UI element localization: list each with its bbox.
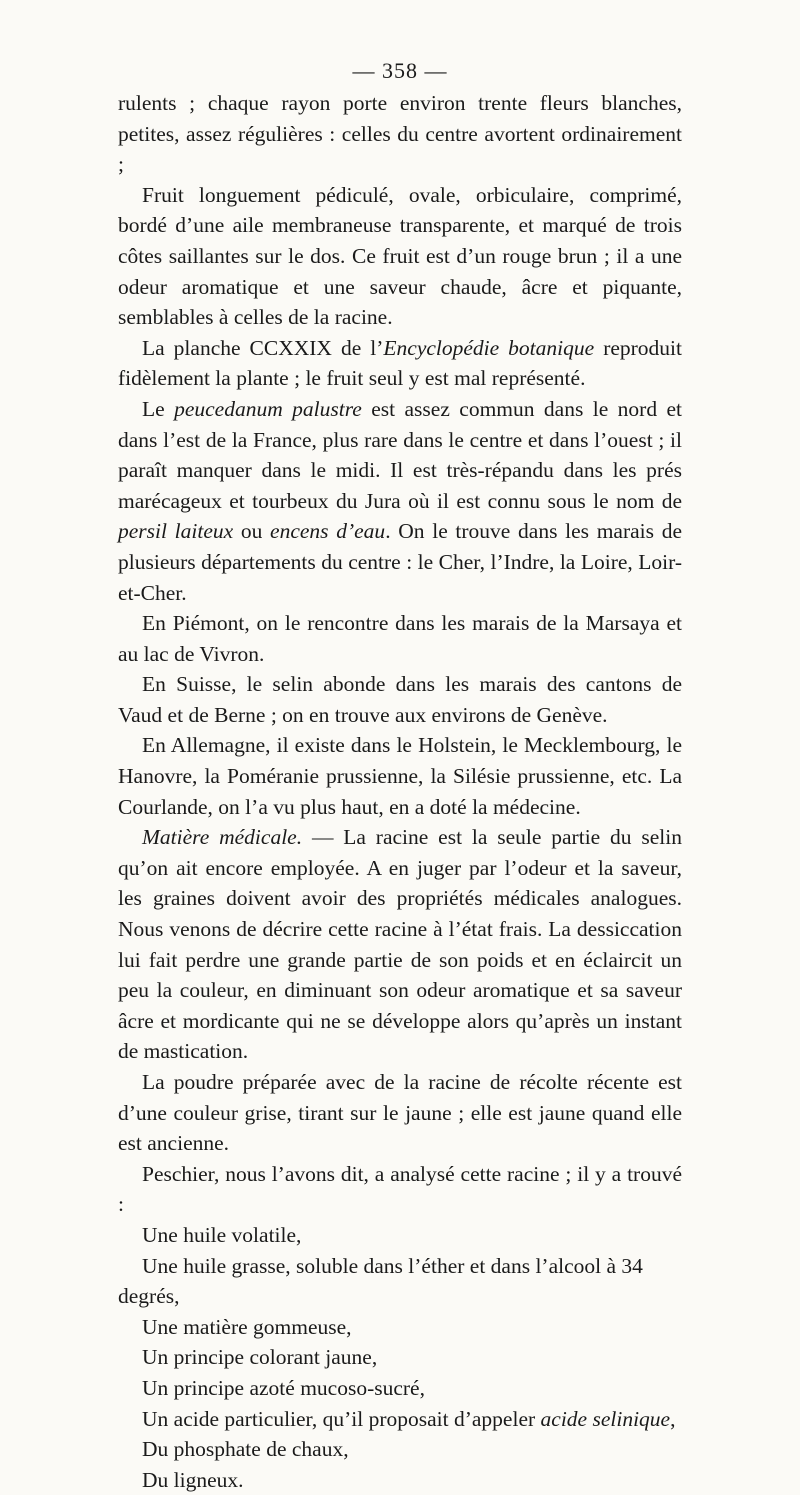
paragraph-peschier: Peschier, nous l’avons dit, a analysé cette racine ; il y a trouvé :: [118, 1161, 682, 1217]
body-text: [118, 88, 682, 1495]
analysis-list: [118, 1220, 682, 1495]
page-number: — 358 —: [352, 58, 448, 83]
paragraph-fruit: Fruit longuement pédiculé, ovale, orbiculaire, comprimé, bordé d’une aile membraneuse transparente, et marqué de trois côtes saillantes sur le dos. Ce fruit est d’un rouge brun ; il a une odeur aromatique et une saveur chaude, âcre et piquante, semblables à celles de la racine.: [118, 182, 682, 330]
list-item: Une matière gommeuse,: [142, 1314, 352, 1339]
section-heading: Matière médicale.: [142, 825, 303, 850]
paragraph-piemont: En Piémont, on le rencontre dans les marais de la Marsaya et au lac de Vivron.: [118, 611, 682, 666]
list-item: Du ligneux.: [142, 1467, 244, 1492]
list-item: Un acide particulier, qu’il proposait d’appeler acide selinique,: [142, 1406, 676, 1431]
paragraph-suisse: En Suisse, le selin abonde dans les marais des cantons de Vaud et de Berne ; on en trouve aux environs de Genève.: [118, 672, 682, 727]
paragraph-continuation: rulents ; chaque rayon porte environ trente fleurs blanches, petites, assez régulières : celles du centre avortent ordinairement ;: [118, 91, 682, 177]
list-item: Un principe azoté mucoso-sucré,: [142, 1375, 425, 1400]
paragraph-matiere-medicale: Matière médicale. — La racine est la seule partie du selin qu’on ait encore employée. A en juger par l’odeur et la saveur, les graines doivent avoir des propriétés médicales analogues. Nous venons de décrire cette racine à l’état frais. La dessiccation lui fait perdre une grande partie de son poids et en éclaircit un peu la couleur, en diminuant son odeur aromatique et sa saveur âcre et mordicante qui ne se développe alors qu’après un instant de mastication.: [118, 825, 682, 1064]
list-item: Une huile volatile,: [142, 1222, 302, 1247]
list-item: Une huile grasse, soluble dans l’éther et dans l’alcool à 34 degrés,: [118, 1253, 643, 1309]
paragraph-planche: La planche CCXXIX de l’Encyclopédie botanique reproduit fidèlement la plante ; le fruit seul y est mal représenté.: [118, 335, 682, 391]
list-item: Du phosphate de chaux,: [142, 1437, 349, 1462]
paragraph-poudre: La poudre préparée avec de la racine de récolte récente est d’une couleur grise, tirant sur le jaune ; elle est jaune quand elle est ancienne.: [118, 1070, 682, 1156]
paragraph-distribution: Le peucedanum palustre est assez commun dans le nord et dans l’est de la France, plus rare dans le centre et dans l’ouest ; il paraît manquer dans le midi. Il est très-répandu dans les prés marécageux et tourbeux du Jura où il est connu sous le nom de persil laiteux ou encens d’eau. On le trouve dans les marais de plusieurs départements du centre : le Cher, l’Indre, la Loire, Loir-et-Cher.: [118, 396, 682, 605]
list-item: Un principe colorant jaune,: [142, 1345, 378, 1370]
paragraph-allemagne: En Allemagne, il existe dans le Holstein, le Mecklembourg, le Hanovre, la Poméranie prussienne, la Silésie prussienne, etc. La Courlande, on l’a vu plus haut, en a doté la médecine.: [118, 733, 682, 819]
encyclopedie-title: Encyclopédie botanique: [383, 335, 595, 360]
